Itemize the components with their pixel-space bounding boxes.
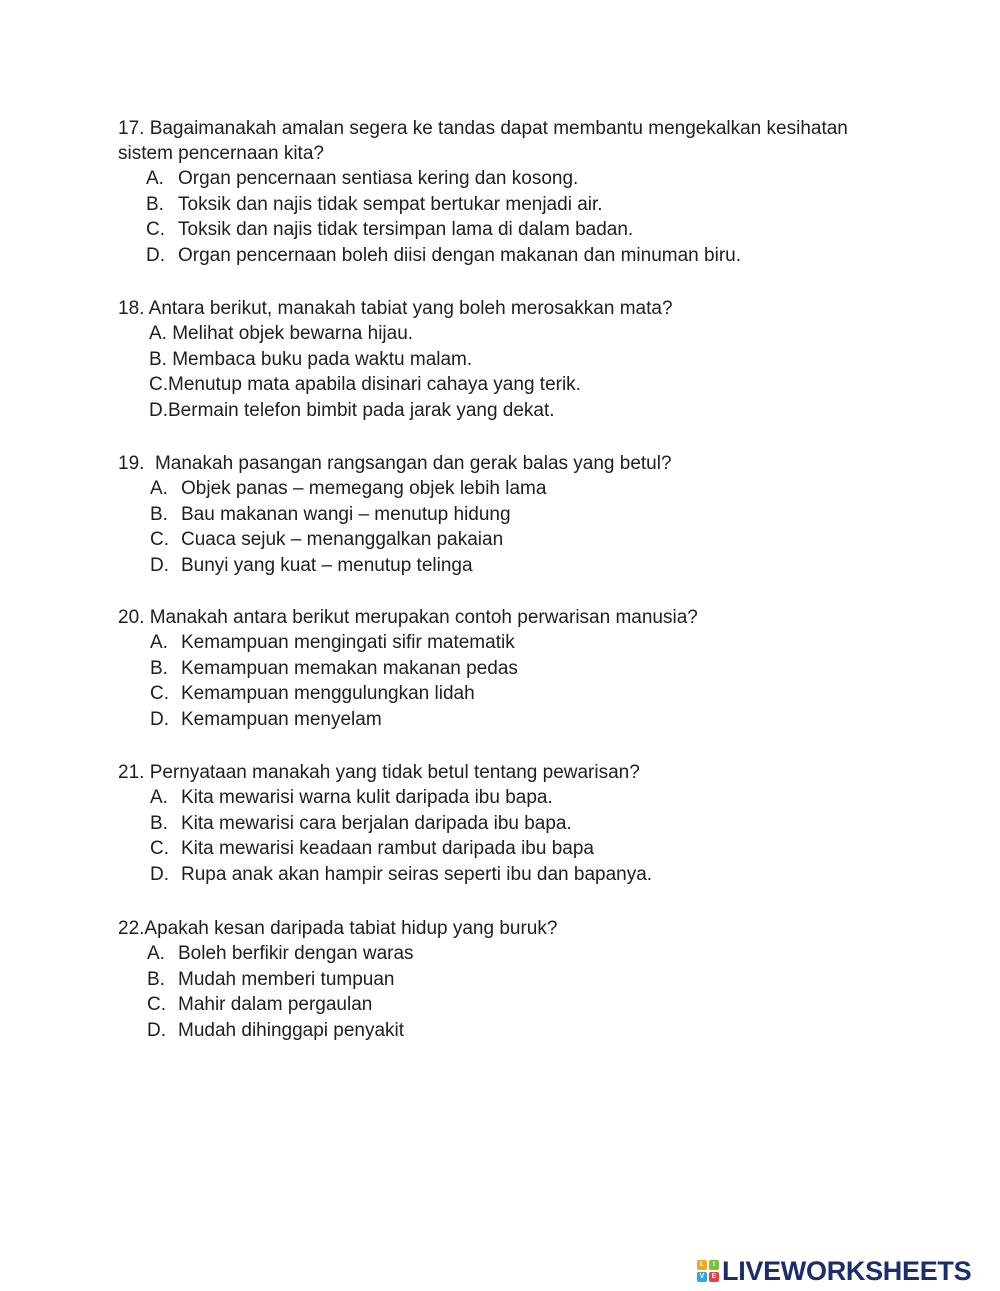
option-text: Melihat objek bewarna hijau. [166, 323, 414, 344]
option-text: Kemampuan memakan makanan pedas [181, 657, 518, 679]
option-text: Toksik dan najis tidak sempat bertukar menjadi air. [178, 193, 603, 215]
option-label: A. [147, 943, 165, 964]
option-text: Menutup mata apabila disinari cahaya yang terik. [168, 374, 581, 396]
answer-options [118, 166, 918, 269]
option-label: A. [150, 632, 168, 653]
question-17 [118, 116, 918, 269]
option-text: Boleh berfikir dengan waras [178, 943, 414, 964]
option-b[interactable] [118, 967, 918, 993]
option-text: Kemampuan mengingati sifir matematik [181, 632, 515, 653]
option-label: C. [146, 219, 165, 241]
question-20 [118, 605, 918, 733]
logo-text: LIVEWORKSHEETS [722, 1255, 972, 1286]
option-label: B. [146, 193, 164, 215]
option-a[interactable] [118, 630, 918, 656]
question-19 [118, 451, 918, 579]
option-text: Bau makanan wangi – menutup hidung [181, 503, 511, 525]
option-b[interactable] [118, 502, 918, 528]
question-stem-line: 20. Manakah antara berikut merupakan contoh perwarisan manusia? [118, 607, 698, 628]
option-label: D. [147, 1020, 166, 1042]
option-text: Mudah memberi tumpuan [178, 968, 395, 990]
option-b[interactable] [118, 347, 918, 373]
option-label: D. [150, 555, 169, 577]
answer-options [118, 630, 918, 733]
answer-options [118, 785, 918, 888]
option-b[interactable] [118, 192, 918, 218]
option-text: Mudah dihinggapi penyakit [178, 1020, 405, 1042]
option-c[interactable] [118, 681, 918, 707]
option-text: Bunyi yang kuat – menutup telinga [181, 555, 473, 577]
option-label: B. [150, 657, 168, 679]
option-c[interactable] [118, 527, 918, 553]
option-label: B. [150, 503, 168, 525]
option-text: Kemampuan menyelam [181, 709, 382, 731]
question-stem [118, 605, 918, 630]
option-label: C. [149, 374, 168, 396]
question-stem-line: 18. Antara berikut, manakah tabiat yang boleh merosakkan mata? [118, 298, 673, 319]
option-d[interactable] [118, 243, 918, 269]
option-text: Rupa anak akan hampir seiras seperti ibu dan bapanya. [181, 864, 653, 886]
option-b[interactable] [118, 811, 918, 837]
question-22 [118, 916, 918, 1044]
logo-tile: E [709, 1272, 719, 1282]
logo-tile: I [709, 1260, 719, 1270]
option-label: A. [146, 168, 164, 189]
option-c[interactable] [118, 836, 918, 862]
option-a[interactable] [118, 785, 918, 811]
option-label: D. [150, 709, 169, 731]
option-label: D. [146, 245, 165, 267]
option-a[interactable] [118, 476, 918, 502]
option-a[interactable] [118, 166, 918, 192]
option-d[interactable] [118, 553, 918, 579]
option-label: C. [150, 838, 169, 860]
option-text: Organ pencernaan sentiasa kering dan kosong. [178, 168, 579, 189]
answer-options [118, 941, 918, 1044]
question-stem [118, 451, 918, 476]
option-text: Cuaca sejuk – menanggalkan pakaian [181, 529, 504, 551]
question-stem-line: 17. Bagaimanakah amalan segera ke tandas dapat membantu mengekalkan kesihatan [118, 118, 848, 139]
option-text: Membaca buku pada waktu malam. [166, 348, 473, 370]
option-d[interactable] [118, 707, 918, 733]
option-label: C. [150, 683, 169, 705]
option-text: Kita mewarisi keadaan rambut daripada ibu bapa [181, 838, 594, 860]
option-c[interactable] [118, 372, 918, 398]
question-stem [118, 296, 918, 321]
option-label: C. [150, 529, 169, 551]
logo-tile: L [697, 1260, 707, 1270]
option-b[interactable] [118, 656, 918, 682]
logo-icon [697, 1260, 719, 1282]
option-c[interactable] [118, 217, 918, 243]
logo-tile: V [697, 1272, 707, 1282]
option-text: Objek panas – memegang objek lebih lama [181, 478, 547, 499]
option-label: B. [147, 968, 165, 990]
option-text: Toksik dan najis tidak tersimpan lama di dalam badan. [178, 219, 634, 241]
answer-options [118, 321, 918, 424]
option-label: D. [150, 864, 169, 886]
option-text: Kita mewarisi cara berjalan daripada ibu bapa. [181, 812, 572, 834]
option-label: C. [147, 994, 166, 1016]
option-text: Organ pencernaan boleh diisi dengan makanan dan minuman biru. [178, 245, 741, 267]
question-stem-line: sistem pencernaan kita? [118, 143, 324, 164]
option-c[interactable] [118, 992, 918, 1018]
option-text: Kita mewarisi warna kulit daripada ibu bapa. [181, 787, 553, 808]
option-text: Mahir dalam pergaulan [178, 994, 373, 1016]
option-d[interactable] [118, 1018, 918, 1044]
question-stem [118, 760, 918, 785]
option-text: Bermain telefon bimbit pada jarak yang dekat. [168, 400, 555, 422]
question-stem [118, 916, 918, 941]
question-stem [118, 116, 918, 166]
option-label: D. [149, 400, 168, 422]
option-a[interactable] [118, 941, 918, 967]
option-d[interactable] [118, 398, 918, 424]
option-label: A. [150, 787, 168, 808]
option-d[interactable] [118, 862, 918, 888]
option-label: A. [150, 478, 168, 499]
question-stem-line: 21. Pernyataan manakah yang tidak betul tentang pewarisan? [118, 762, 640, 783]
option-a[interactable] [118, 321, 918, 347]
question-18 [118, 296, 918, 424]
option-label: B. [149, 348, 167, 370]
question-stem-line: 19. Manakah pasangan rangsangan dan gerak balas yang betul? [118, 453, 672, 474]
liveworksheets-logo [697, 1255, 971, 1287]
question-21 [118, 760, 918, 888]
option-label: B. [150, 812, 168, 834]
answer-options [118, 476, 918, 579]
question-stem-line: 22.Apakah kesan daripada tabiat hidup yang buruk? [118, 918, 558, 939]
option-text: Kemampuan menggulungkan lidah [181, 683, 475, 705]
option-label: A. [149, 323, 167, 344]
